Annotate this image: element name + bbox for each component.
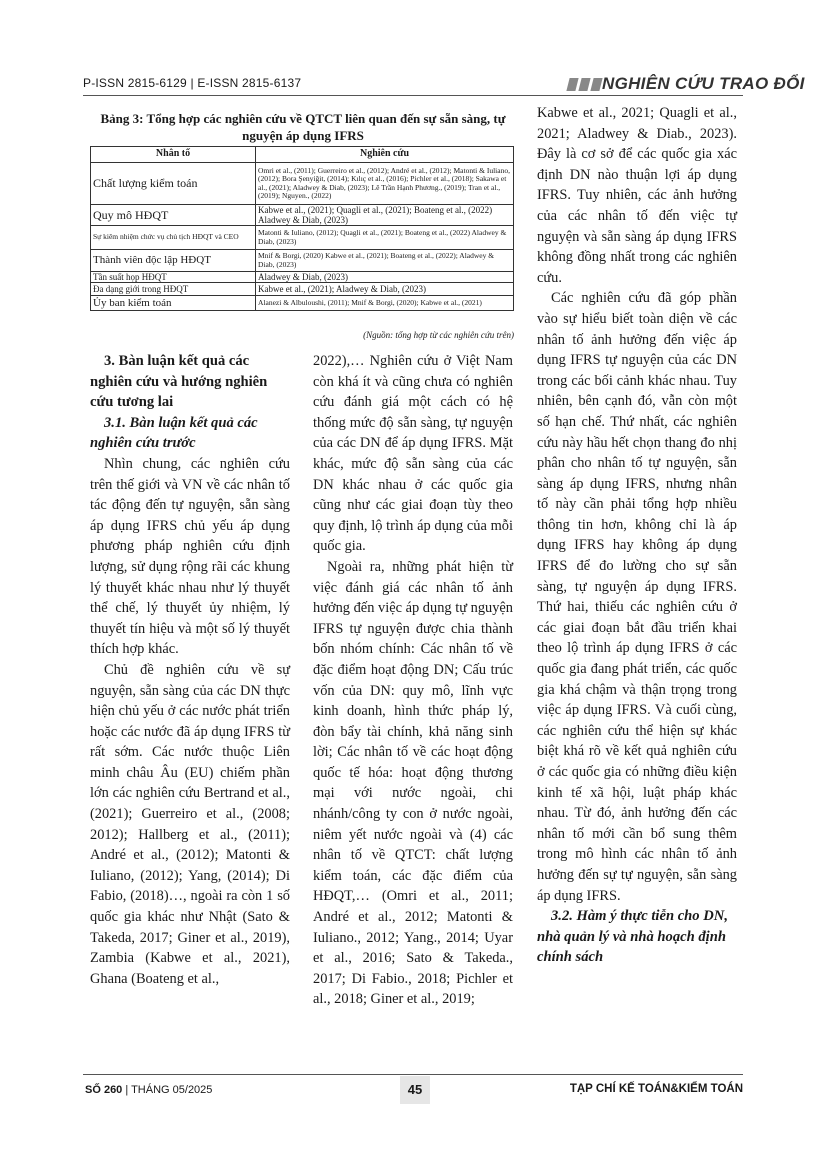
paragraph: Nhìn chung, các nghiên cứu trên thế giới và VN về các nhân tố tác động đến tự nguyện, sẵn sàng áp dụng IFRS chủ yếu áp dụng phương pháp nghiên cứu định lượng, sử dụng rộng rãi các khung lý thuyết khác nhau như lý thuyết thể chế, lý thuyết ủy nhiệm, lý thuyết tín hiệu và một số lý thuyết thích hợp khác. (90, 455, 290, 658)
factor-cell: Đa dạng giới trong HĐQT (91, 283, 256, 296)
studies-table (90, 146, 514, 311)
paragraph: 2022),… Nghiên cứu ở Việt Nam còn khá ít và cũng chưa có nghiên cứu đánh giá một cách có hệ thống mức độ sẵn sàng, tự nguyện của các DN để áp dụng IFRS. Mặt khác, mức độ sẵn sàng của các DN khác nhau ở các quốc gia cũng như các giai đoạn tùy theo quy định, lộ trình áp dụng của mỗi quốc gia. (313, 353, 513, 555)
paragraph: Kabwe et al., 2021; Quagli et al., 2021; Aladwey & Diab., 2023). Đây là cơ sở để các quốc gia xác định DN nào thuận lợi áp dụng IFRS. Tuy nhiên, các ảnh hưởng của các nhân tố đến việc tự nguyện và sẵn sàng áp dụng IFRS không đồng nhất trong các nghiên cứu. (537, 105, 737, 286)
table-row (91, 272, 514, 283)
studies-cell: Kabwe et al., (2021); Aladwey & Diab, (2023) (256, 283, 514, 296)
table-header-row (91, 147, 514, 163)
subsection-heading-3-1: 3.1. Bàn luận kết quả các nghiên cứu trước (90, 414, 258, 452)
table-row (91, 250, 514, 272)
table-row (91, 163, 514, 205)
paragraph: Chủ đề nghiên cứu về sự nguyện, sẵn sàng của các DN thực hiện chủ yếu ở các nước phát triển hoặc các nước đã áp dụng IFRS từ rất sớm. Các nước thuộc Liên minh châu Âu (EU) chiếm phần lớn các nghiên cứu Bertrand et al., (2021); Guerreiro et al., (2008; 2012); Hallberg et al., (2011); André et al., (2012); Matonti & Iuliano, (2012); Yang, (2014); Di Fabio, (2018)…, ngoài ra còn 1 số quốc gia khác như Nhật (Sato & Takeda, 2017; Giner et al., 2019), Zambia (Kabwe et al., 2021), Ghana (Boateng et al., (90, 661, 290, 987)
issue-number: SỐ 260 (85, 1084, 123, 1096)
studies-cell: Aladwey & Diab, (2023) (256, 272, 514, 283)
header-factor: Nhân tố (91, 147, 256, 163)
section-heading-3: 3. Bàn luận kết quả các nghiên cứu và hướng nghiên cứu tương lai (90, 353, 268, 411)
header-studies: Nghiên cứu (256, 147, 514, 163)
factor-cell: Sự kiêm nhiệm chức vụ chủ tịch HĐQT và CEO (91, 226, 256, 250)
factor-cell: Quy mô HĐQT (91, 205, 256, 226)
studies-cell: Kabwe et al., (2021); Quagli et al., (2021); Boateng et al., (2022) Aladwey & Diab, (2023) (256, 205, 514, 226)
header-decoration-bars (568, 78, 601, 91)
column-2 (313, 351, 513, 1010)
table-row (91, 226, 514, 250)
table-caption: Bảng 3: Tổng hợp các nghiên cứu về QTCT liên quan đến sự sẵn sàng, tự nguyện áp dụng IFRS (100, 111, 506, 143)
column-1 (90, 351, 290, 989)
studies-cell: Mnif & Borgi, (2020) Kabwe et al., (2021); Boateng et al., (2022); Aladwey & Diab, (2023) (256, 250, 514, 272)
paragraph: Các nghiên cứu đã góp phần vào sự hiểu biết toàn diện về các nhân tố ảnh hưởng đến việc áp dụng IFRS tự nguyện của các DN trong các bối cảnh khác nhau. Tuy nhiên, bên cạnh đó, vẫn còn một số hạn chế. Thứ nhất, các nghiên cứu này hầu hết chọn thang đo nhị phân cho nhân tố tự nguyện, sẵn sàng áp dụng IFRS, nhưng nhân tố này cần phải tổng hợp nhiều thông tin hơn, không chỉ là áp dụng IFRS hay không áp dụng IFRS để đo lường cho sự sẵn sàng, tự nguyện áp dụng IFRS. Thứ hai, thiếu các nghiên cứu ở các giai đoạn bắt đầu triển khai theo lộ trình áp dụng IFRS ở các quốc gia đang phát triển, các quốc gia khá chậm và thận trọng trong việc áp dụng IFRS. Và cuối cùng, các nghiên cứu thể hiện sự khác biệt khá rõ về kết quả nghiên cứu ở các quốc gia có những điều kiện kinh tế xã hội, luật pháp khác nhau. Từ đó, ảnh hưởng đến các nhân tố mới cần bổ sung thêm trong mô hình các nhân tố ảnh hưởng đến sự tự nguyện, sẵn sàng áp dụng IFRS. (537, 290, 737, 904)
factor-cell: Thành viên độc lập HĐQT (91, 250, 256, 272)
factor-cell: Tần suất họp HĐQT (91, 272, 256, 283)
footer-issue (85, 1084, 212, 1096)
issue-month: | THÁNG 05/2025 (125, 1084, 213, 1096)
column-3 (537, 103, 737, 968)
header-divider (83, 95, 743, 96)
issn-header: P-ISSN 2815-6129 | E-ISSN 2815-6137 (83, 76, 302, 90)
studies-cell: Alanezi & Albuloushi, (2011); Mnif & Borgi, (2020); Kabwe et al., (2021) (256, 296, 514, 311)
table-source: (Nguồn: tổng hợp từ các nghiên cứu trên) (363, 330, 514, 340)
studies-cell: Matonti & Iuliano, (2012); Quagli et al., (2021); Boateng et al., (2022) Aladwey & Diab, (2023) (256, 226, 514, 250)
page-number: 45 (400, 1076, 430, 1104)
table-row (91, 296, 514, 311)
factor-cell: Ủy ban kiểm toán (91, 296, 256, 311)
table-row (91, 283, 514, 296)
section-title: NGHIÊN CỨU TRAO ĐỔI (602, 74, 805, 93)
journal-name: TẠP CHÍ KẾ TOÁN&KIỂM TOÁN (569, 1083, 743, 1095)
footer-divider (83, 1074, 743, 1075)
table-row (91, 205, 514, 226)
subsection-heading-3-2: 3.2. Hàm ý thực tiễn cho DN, nhà quản lý và nhà hoạch định chính sách (537, 908, 728, 966)
studies-cell: Omri et al., (2011); Guerreiro et al., (2012); André et al., (2012); Matonti & Iuliano, (2012); Bora Şenyiğit, (2014); Kılıç et al., (2016); Pichler et al., (2018); Sakawa et al., (2021); Aladwey & Diab, (2023); Lê Trần Hạnh Phương., (2019); Tran et al., (2019); Nguyen., (2022) (256, 163, 514, 205)
paragraph: Ngoài ra, những phát hiện từ việc đánh giá các nhân tố ảnh hưởng đến việc áp dụng tự nguyện IFRS tự nguyện được chia thành bốn nhóm chính: Các nhân tố về đặc điểm hoạt động DN; Cấu trúc vốn của DN: quy mô, lĩnh vực kinh doanh, hình thức pháp lý, đòn bẩy tài chính, khả năng sinh lời; Các nhân tố về các hoạt động quốc tế hóa: hoạt động thương mại với nước ngoài, chi nhánh/công ty con ở nước ngoài, niêm yết nước ngoài và (4) các nhân tố về QTCT: chất lượng kiểm toán, các đặc điểm của HĐQT,… (Omri et al., 2011; André et al., 2012; Matonti & Iuliano., 2012; Yang., 2014; Uyar et al., 2016; Sato & Takeda., 2017; Di Fabio., 2018; Pichler et al., 2018; Giner et al., 2019; (313, 558, 513, 1008)
factor-cell: Chất lượng kiểm toán (91, 163, 256, 205)
